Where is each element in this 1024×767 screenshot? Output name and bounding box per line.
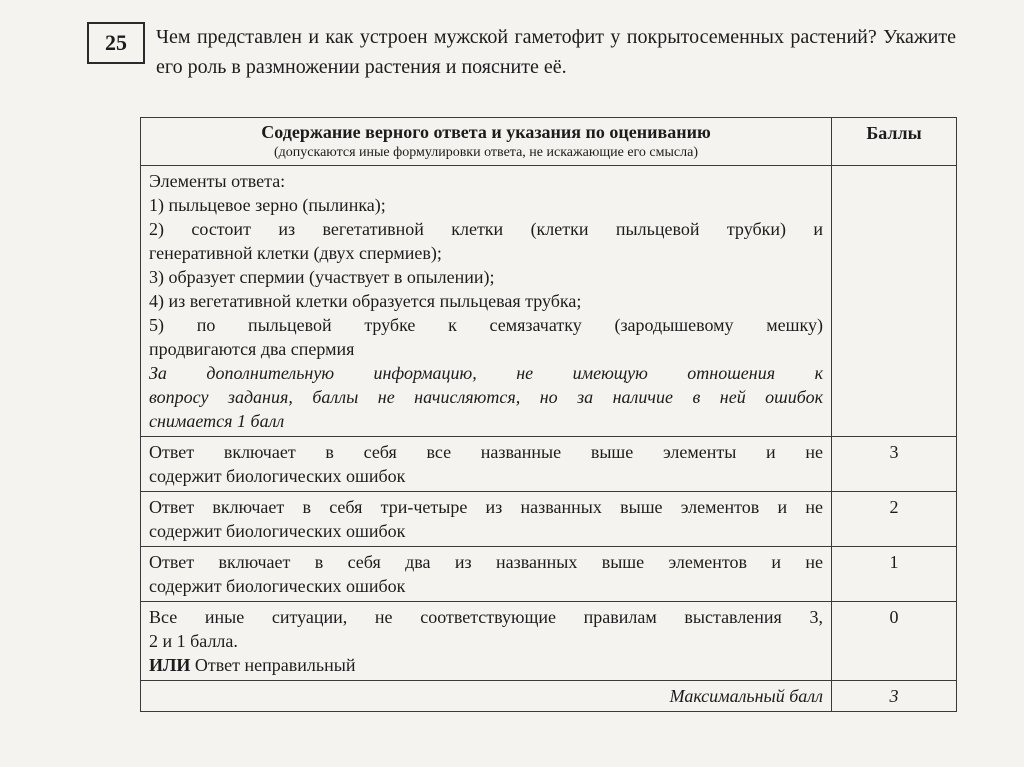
criterion-line: содержит биологических ошибок <box>149 466 406 486</box>
header-note: (допускаются иные формулировки ответа, не искажающие его смысла) <box>274 145 698 160</box>
criterion-line: Ответ включает в себя все названные выше элементы и не <box>149 442 823 462</box>
criteria-row <box>141 602 957 681</box>
header-title: Содержание верного ответа и указания по оцениванию <box>261 122 711 142</box>
element-item: генеративной клетки (двух спермиев); <box>149 243 442 263</box>
criterion-points: 1 <box>832 547 957 602</box>
criterion-points: 0 <box>832 602 957 681</box>
criterion-text <box>141 437 832 492</box>
header-content-cell <box>141 118 832 166</box>
criterion-line: 2 и 1 балла. <box>149 631 238 651</box>
max-score-label: Максимальный балл <box>141 681 832 712</box>
criterion-text <box>141 602 832 681</box>
extra-info-note: За дополнительную информацию, не имеющую отношения к <box>149 363 823 383</box>
element-item: 2) состоит из вегетативной клетки (клетки пыльцевой трубки) и <box>149 219 823 239</box>
extra-info-note: снимается 1 балл <box>149 411 285 431</box>
criteria-row <box>141 547 957 602</box>
criterion-line: Ответ включает в себя два из названных выше элементов и не <box>149 552 823 572</box>
element-item: 1) пыльцевое зерно (пылинка); <box>149 195 386 215</box>
elements-row <box>141 166 957 437</box>
criterion-line <box>149 653 823 677</box>
element-item: продвигаются два спермия <box>149 339 355 359</box>
elements-heading: Элементы ответа: <box>149 171 286 191</box>
grading-table <box>140 117 957 712</box>
or-label: ИЛИ <box>149 655 191 675</box>
criterion-line: Все иные ситуации, не соответствующие правилам выставления 3, <box>149 607 823 627</box>
max-row <box>141 681 957 712</box>
criterion-points: 3 <box>832 437 957 492</box>
element-item: 3) образует спермии (участвует в опылении); <box>149 267 495 287</box>
criterion-text <box>141 547 832 602</box>
header-points: Баллы <box>832 118 957 166</box>
or-text: Ответ неправильный <box>190 655 356 675</box>
criterion-points: 2 <box>832 492 957 547</box>
elements-points-cell <box>832 166 957 437</box>
question-number: 25 <box>87 22 145 64</box>
criterion-text <box>141 492 832 547</box>
table-header-row <box>141 118 957 166</box>
answer-elements-cell <box>141 166 832 437</box>
criteria-row <box>141 492 957 547</box>
element-item: 5) по пыльцевой трубке к семязачатку (зародышевому мешку) <box>149 315 823 335</box>
element-item: 4) из вегетативной клетки образуется пыльцевая трубка; <box>149 291 582 311</box>
criterion-line: Ответ включает в себя три-четыре из названных выше элементов и не <box>149 497 823 517</box>
max-score-value: 3 <box>832 681 957 712</box>
criterion-line: содержит биологических ошибок <box>149 521 406 541</box>
extra-info-note: вопросу задания, баллы не начисляются, но за наличие в ней ошибок <box>149 387 823 407</box>
criteria-row <box>141 437 957 492</box>
question-text: Чем представлен и как устроен мужской гаметофит у покрытосеменных растений? Укажите его роль в размножении растения и поясните её. <box>156 26 956 78</box>
criterion-line: содержит биологических ошибок <box>149 576 406 596</box>
